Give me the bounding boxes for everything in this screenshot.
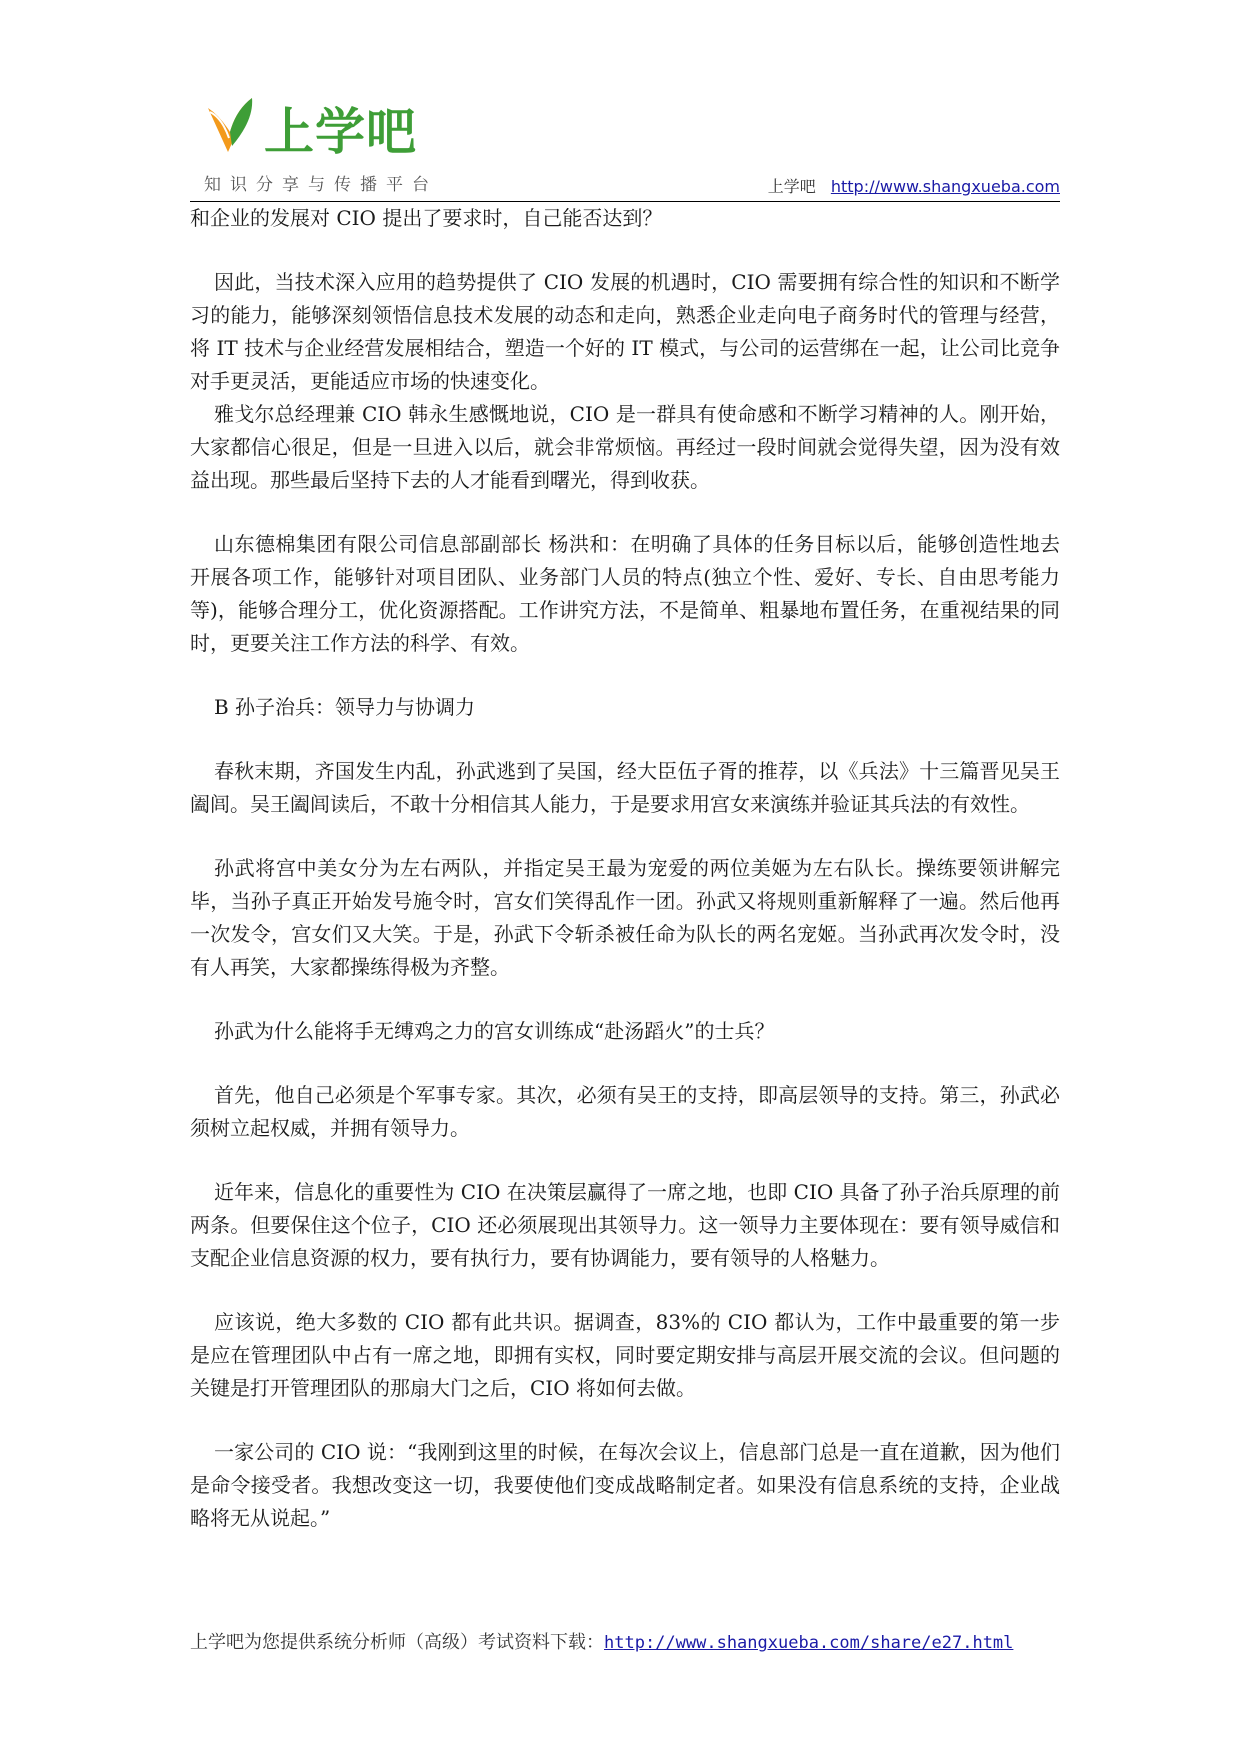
logo-slogan: 知识分享与传播平台 bbox=[204, 175, 438, 195]
paragraph-3: 雅戈尔总经理兼 CIO 韩永生感慨地说，CIO 是一群具有使命感和不断学习精神的人。刚开始，大家都信心很足，但是一旦进入以后，就会非常烦恼。再经过一段时间就会觉得失望，因为没有效益出现。那些最后坚持下去的人才能看到曙光，得到收获。 bbox=[190, 402, 1060, 492]
paragraph-11: 一家公司的 CIO 说：“我刚到这里的时候，在每次会议上，信息部门总是一直在道歉，因为他们是命令接受者。我想改变这一切，我要使他们变成战略制定者。如果没有信息系统的支持，企业战略将无从说起。” bbox=[190, 1440, 1060, 1530]
paragraph-7: 孙武为什么能将手无缚鸡之力的宫女训练成“赴汤蹈火”的士兵？ bbox=[214, 1019, 775, 1043]
footer-link[interactable]: http://www.shangxueba.com/share/e27.html bbox=[604, 1633, 1014, 1653]
paragraph-10: 应该说，绝大多数的 CIO 都有此共识。据调查，83%的 CIO 都认为，工作中最重要的第一步是应在管理团队中占有一席之地，即拥有实权，同时要定期安排与高层开展交流的会议。但问题的关键是打开管理团队的那扇大门之后，CIO 将如何去做。 bbox=[190, 1310, 1060, 1400]
paragraph-9: 近年来，信息化的重要性为 CIO 在决策层赢得了一席之地，也即 CIO 具备了孙子治兵原理的前两条。但要保住这个位子，CIO 还必须展现出其领导力。这一领导力主要体现在：要有领导威信和支配企业信息资源的权力，要有执行力，要有协调能力，要有领导的人格魅力。 bbox=[190, 1180, 1060, 1270]
footer-text: 上学吧为您提供系统分析师（高级）考试资料下载： bbox=[190, 1632, 604, 1653]
header-site-link[interactable]: http://www.shangxueba.com bbox=[830, 177, 1060, 196]
paragraph-2: 因此，当技术深入应用的趋势提供了 CIO 发展的机遇时，CIO 需要拥有综合性的知识和不断学习的能力，能够深刻领悟信息技术发展的动态和走向，熟悉企业走向电子商务时代的管理与经营，将 IT 技术与企业经营发展相结合，塑造一个好的 IT 模式，与公司的运营绑在一起，让公司比竞争对手更灵活，更能适应市场的快速变化。 bbox=[190, 270, 1060, 393]
paragraph-6: 孙武将宫中美女分为左右两队，并指定吴王最为宠爱的两位美姬为左右队长。操练要领讲解完毕，当孙子真正开始发号施令时，宫女们笑得乱作一团。孙武又将规则重新解释了一遍。然后他再一次发令，宫女们又大笑。于是，孙武下令斩杀被任命为队长的两名宠姬。当孙武再次发令时，没有人再笑，大家都操练得极为齐整。 bbox=[190, 856, 1060, 979]
paragraph-1: 和企业的发展对 CIO 提出了要求时，自己能否达到？ bbox=[190, 206, 663, 230]
site-logo[interactable] bbox=[202, 90, 452, 200]
article-body bbox=[190, 202, 1060, 1566]
paragraph-4: 山东德棉集团有限公司信息部副部长 杨洪和：在明确了具体的任务目标以后，能够创造性地去开展各项工作，能够针对项目团队、业务部门人员的特点(独立个性、爱好、专长、自由思考能力等)，能够合理分工，优化资源搭配。工作讲究方法，不是简单、粗暴地布置任务，在重视结果的同时，更要关注工作方法的科学、有效。 bbox=[190, 532, 1060, 655]
section-heading: B 孙子治兵：领导力与协调力 bbox=[214, 695, 476, 719]
page-header bbox=[190, 82, 1060, 202]
logo-title: 上学吧 bbox=[264, 103, 417, 161]
header-site-name: 上学吧 bbox=[767, 177, 816, 196]
header-site-info bbox=[768, 174, 1060, 197]
leaf-logo-icon bbox=[202, 90, 262, 160]
paragraph-8: 首先，他自己必须是个军事专家。其次，必须有吴王的支持，即高层领导的支持。第三，孙武必须树立起权威，并拥有领导力。 bbox=[190, 1083, 1060, 1140]
page-footer bbox=[190, 1628, 1060, 1654]
paragraph-5: 春秋末期，齐国发生内乱，孙武逃到了吴国，经大臣伍子胥的推荐，以《兵法》十三篇晋见吴王阖闾。吴王阖闾读后，不敢十分相信其人能力，于是要求用宫女来演练并验证其兵法的有效性。 bbox=[190, 759, 1060, 816]
